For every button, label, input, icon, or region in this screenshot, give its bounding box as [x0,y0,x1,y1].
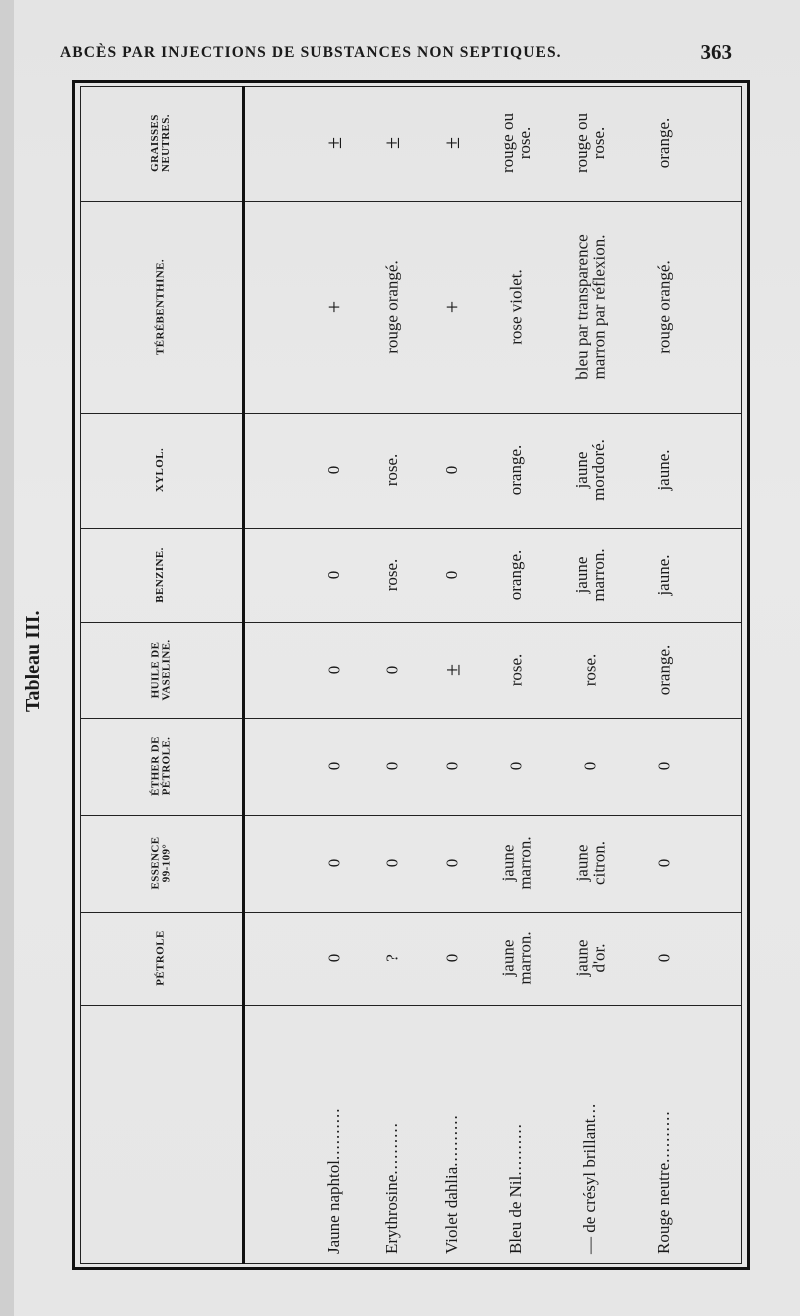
row-label-text: — de crésyl brillant [580,1118,600,1254]
column-header: HUILE DE VASELINE. [148,639,172,701]
table-cell: 0 [382,665,402,675]
column-rule [80,815,742,816]
dot-leader: ... [580,1102,600,1119]
table-cell: 0 [442,465,462,475]
row-label-text: Jaune naphtol [324,1160,344,1254]
table-cell: 0 [654,953,674,963]
dot-leader: .......... [324,1107,344,1161]
table-cell: ± [438,136,464,150]
table-cell: 0 [654,761,674,771]
table-cell: orange. [506,549,526,601]
row-label-text: Violet dahlia [442,1166,462,1254]
column-rule [80,413,742,414]
column-rule [80,528,742,529]
table-cell: jaune marron. [571,548,608,602]
column-rule [80,718,742,719]
table-cell: + [438,300,464,314]
column-header: PÉTROLE [154,930,167,986]
table-cell: ± [378,136,404,150]
page-number: 363 [700,40,732,64]
table-cell: 0 [442,761,462,771]
table-cell: + [320,300,346,314]
header-rule [242,86,245,1264]
table-cell: orange. [654,117,674,169]
dot-leader: .......... [442,1114,462,1167]
table-cell: rouge ou rose. [571,113,608,173]
row-label-text: Bleu de Nil [506,1175,526,1254]
table-cell: 0 [324,570,344,580]
table-cell: 0 [324,953,344,963]
table-cell: 0 [324,761,344,771]
dot-leader: .......... [506,1123,526,1176]
table-cell: jaune. [654,449,674,491]
table-cell: 0 [442,858,462,868]
table-cell: 0 [324,665,344,675]
column-header: BENZINE. [154,547,167,603]
table-cell: orange. [506,444,526,496]
running-title: ABCÈS PAR INJECTIONS DE SUBSTANCES NON SEPTIQUES. [60,44,562,61]
table-cell: rose. [580,653,600,687]
table-cell: 0 [506,761,526,771]
table-cell: 0 [382,858,402,868]
column-header: ÉTHER DE PÉTROLE. [148,736,172,796]
column-header: GRAISSES NEUTRES. [148,114,172,172]
row-label-text: Erythrosine [382,1174,402,1254]
table-cell: orange. [654,644,674,696]
table-cell: 0 [580,761,600,771]
row-label-text: Rouge neutre [654,1162,674,1254]
dot-leader: .......... [382,1122,402,1175]
table-cell: jaune. [654,554,674,596]
table-cell: rose. [506,653,526,687]
table-cell: jaune marron. [497,836,534,890]
table-cell: 0 [654,858,674,868]
table-cell: 0 [324,858,344,868]
table-cell: jaune d'or. [571,939,608,977]
table-cell: bleu par transparence marron par réflexion. [571,234,608,380]
table-cell: 0 [324,465,344,475]
dot-leader: .......... [654,1110,674,1163]
table-cell: 0 [382,761,402,771]
column-rule [80,622,742,623]
table-cell: rouge ou rose. [497,113,534,173]
column-header: XYLOL. [154,447,167,493]
table-cell: jaune marron. [497,931,534,985]
table-caption: Tableau III. [22,610,44,712]
column-header: TÉRÉBENTHINE. [154,259,167,355]
table-cell: ± [438,663,464,677]
table-cell: jaune mordoré. [571,439,608,501]
table-cell: rose. [382,453,402,487]
table-cell: ± [320,136,346,150]
table-cell: jaune citron. [571,841,608,885]
table-cell: rose. [382,558,402,592]
table-cell: 0 [442,953,462,963]
column-header: ESSENCE 99-109° [148,836,172,890]
table-cell: rose violet. [506,269,526,345]
table-cell: ? [382,954,402,962]
table-cell: 0 [442,570,462,580]
table-cell: rouge orangé. [382,260,402,354]
table-cell: rouge orangé. [654,260,674,354]
